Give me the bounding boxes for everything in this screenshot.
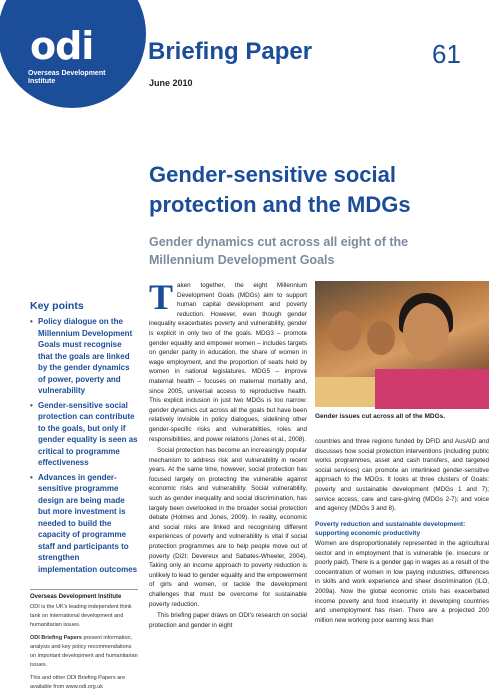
briefing-papers-text: present information, analysis and key policy recommendations on important development and humanitarian issues. [30, 635, 138, 668]
key-point: • Advances in gender-sensitive programme design are being made but more investment is needed to build the capacity of programme staff and participants to strengthen implementation outcomes [30, 472, 138, 576]
key-point: • Gender-sensitive social protection can contribute to the goals, but only if gender equality is seen as critical to programme effectiveness [30, 400, 138, 469]
key-points-list [30, 316, 138, 575]
body-column-right [315, 437, 489, 631]
body-paragraph: This briefing paper draws on ODI's research on social protection and gender in eight [149, 612, 307, 629]
body-paragraph [149, 277, 307, 444]
section-heading: Poverty reduction and sustainable development: supporting economic productivity [315, 520, 466, 538]
key-points-sidebar [30, 300, 138, 696]
page-subtitle [149, 233, 489, 269]
photo-face [329, 311, 361, 351]
odi-logo: odi [30, 24, 94, 68]
photo-face [367, 321, 395, 355]
page-title [149, 160, 489, 220]
subtitle-line2: Millennium Development Goals [149, 253, 335, 267]
about-text: ODI is the UK's leading independent think tank on international development and humanitarian issues. [30, 604, 132, 628]
photo-caption: Gender issues cut across all of the MDGs. [315, 413, 446, 420]
org-name-line2: Institute [28, 78, 56, 85]
org-name [28, 70, 128, 86]
body-paragraph-text: aken together, the eight Millennium Development Goals (MDGs) aim to support human capital development and poverty reduction. However, even though gender inequality exacerbates poverty and vulnerability, gender is explicit in only two of the goals. MDG3 – promote gender equality and empower women – includes targets on gender parity in education, the share of women in wage employment, and the proportion of seats held by women in national legislatures. MDG5 – improve maternal health – focuses on maternal mortality and, since 2005, universal access to reproductive health. This explicit inclusion in just two MDGs is too narrow: gender dynamics cut across all the goals but have been relatively invisible in policy dialogues, sidelining other gender-specific risks and vulnerabilities, roles and responsibilities, and power relations (Jones et al., 2008). [149, 282, 307, 443]
title-line2: protection and the MDGs [149, 192, 411, 217]
photo-face [403, 303, 449, 361]
title-line1: Gender-sensitive social [149, 162, 396, 187]
drop-cap: T [149, 277, 174, 317]
photo-fabric [315, 377, 375, 407]
sidebar-divider [30, 589, 138, 590]
key-point: • Policy dialogue on the Millennium Development Goals must recognise that the goals are linked by the gender dynamics of power, poverty and vulnerability [30, 316, 138, 397]
key-points-heading: Key points [30, 300, 84, 312]
body-paragraph: Women are disproportionately represented in the agricultural sector and in employment that is vulnerable (ie. insecure or poorly paid). There is a gender gap in wages as a result of the concentration of women in low paying industries, differences in skills and work experience and sheer discrimination (ILO, 2009a). Now the global economic crisis has exacerbated income poverty and food insecurity in developing countries and unemployment has risen. There are a projected 200 million new working poor earning less than [315, 539, 489, 624]
briefing-papers-note [30, 634, 138, 670]
body-column-left [149, 277, 307, 632]
publication-date: June 2010 [149, 78, 193, 88]
body-paragraph: countries and three regions funded by DFID and AusAID and discusses how social protection interventions (including public works programmes, asset and cash transfers, and targeted social services) can promote an interlinked gender-sensitive approach to the MDGs. It looks at three clusters of Goals: poverty and sustainable development (MDGs 1 and 7); service access, care and care-giving (MDGs 2-7); and voice and agency (MDGs 3 and 8). [315, 438, 489, 513]
briefing-papers-label: ODI Briefing Papers [30, 635, 82, 641]
availability-note: This and other ODI Briefing Papers are available from www.odi.org.uk [30, 675, 126, 690]
paper-number: 61 [432, 39, 461, 69]
body-paragraph: Social protection has become an increasingly popular mechanism to address risk and vulnerability in recent years. At the same time, however, social protection has focused largely on protecting the vulnerable against economic risks and vulnerability. Social vulnerability, such as gender inequality and social discrimination, has largely been overlooked in the broader social protection debate (Holmes and Jones, 2009). In reality, economic and social risks are linked and recognising different experiences of poverty and vulnerability is vital if social protection programmes are to help people move out of poverty (Di2I; Devereux and Sabates-Wheeler, 2004). Taking only an income approach to poverty reduction is unlikely to lead to gender equality and the empowerment of girls and women, or tackle the development challenges that must be overcome for sustainable poverty reduction. [149, 447, 307, 608]
cover-photo [315, 281, 489, 404]
about-heading: Overseas Development Institute [30, 594, 122, 600]
subtitle-line1: Gender dynamics cut across all eight of the [149, 235, 409, 249]
org-name-line1: Overseas Development [28, 70, 106, 77]
photo-dress [375, 369, 489, 409]
series-title: Briefing Paper [148, 38, 313, 65]
